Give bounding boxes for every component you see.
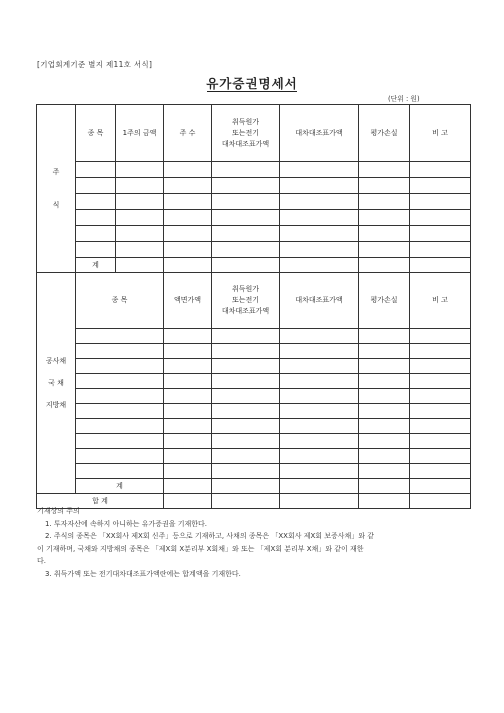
- col-kind: 종 목: [76, 105, 116, 162]
- cell[interactable]: [212, 449, 280, 464]
- cell[interactable]: [212, 479, 280, 494]
- cell[interactable]: [280, 178, 359, 194]
- note-item-2-line-3: 다.: [37, 557, 46, 565]
- cell[interactable]: [76, 226, 116, 242]
- cell[interactable]: [76, 210, 116, 226]
- cell[interactable]: [410, 329, 471, 344]
- cell[interactable]: [410, 178, 471, 194]
- cell[interactable]: [410, 226, 471, 242]
- cell[interactable]: [212, 194, 280, 210]
- bond-col-acquisition-cost: [212, 273, 280, 329]
- cell[interactable]: [116, 210, 164, 226]
- stock-header-row: [37, 105, 471, 162]
- cell[interactable]: [410, 210, 471, 226]
- table-row: [37, 178, 471, 194]
- note-item-3: 3. 취득가액 또는 전기대차대조표가액란에는 합계액을 기재한다.: [45, 569, 241, 578]
- grand-total-label: 합 계: [37, 494, 164, 509]
- cell[interactable]: [76, 359, 164, 374]
- cell[interactable]: [212, 344, 280, 359]
- cell[interactable]: [164, 344, 212, 359]
- form-reference: [기업회계기준 별지 제11호 서식]: [37, 60, 153, 69]
- cell[interactable]: [410, 449, 471, 464]
- table-row: [37, 344, 471, 359]
- cell[interactable]: [359, 178, 410, 194]
- bond-col-book-value: 대차대조표가액: [280, 273, 359, 329]
- cell[interactable]: [212, 419, 280, 434]
- cell[interactable]: [280, 434, 359, 449]
- cell[interactable]: [410, 374, 471, 389]
- bond-col-kind: 종 목: [76, 273, 164, 329]
- document-title: 유가증권명세서: [206, 76, 298, 91]
- securities-table: [36, 104, 471, 509]
- cell[interactable]: [359, 226, 410, 242]
- cell[interactable]: [410, 194, 471, 210]
- stock-subtotal-label: 계: [76, 258, 116, 273]
- cell[interactable]: [359, 242, 410, 258]
- cell[interactable]: [116, 242, 164, 258]
- table-row: [37, 162, 471, 178]
- bond-side-label-1: 공사채: [45, 356, 67, 365]
- bond-col-valuation-loss: 평가손실: [359, 273, 410, 329]
- cell[interactable]: [76, 329, 164, 344]
- cell[interactable]: [76, 464, 164, 479]
- cell[interactable]: [212, 464, 280, 479]
- cell[interactable]: [280, 226, 359, 242]
- cell[interactable]: [359, 210, 410, 226]
- cell[interactable]: [359, 479, 410, 494]
- cell[interactable]: [76, 162, 116, 178]
- cell[interactable]: [280, 258, 359, 273]
- cell[interactable]: [359, 419, 410, 434]
- bond-header-row: [37, 273, 471, 329]
- cell[interactable]: [212, 162, 280, 178]
- bond-acq-line-3: 대차대조표가액: [221, 307, 270, 315]
- cell[interactable]: [280, 464, 359, 479]
- cell[interactable]: [76, 449, 164, 464]
- cell[interactable]: [359, 404, 410, 419]
- cell[interactable]: [76, 194, 116, 210]
- stock-side-char-2: 식: [52, 200, 60, 209]
- table-row: [37, 389, 471, 404]
- bond-acq-line-1: 취득원가: [231, 285, 260, 293]
- cell[interactable]: [410, 404, 471, 419]
- table-row: [37, 226, 471, 242]
- cell[interactable]: [164, 374, 212, 389]
- cell[interactable]: [359, 374, 410, 389]
- cell[interactable]: [410, 162, 471, 178]
- cell[interactable]: [280, 404, 359, 419]
- cell[interactable]: [212, 404, 280, 419]
- cell[interactable]: [116, 226, 164, 242]
- cell[interactable]: [76, 404, 164, 419]
- table-row: [37, 329, 471, 344]
- cell[interactable]: [359, 449, 410, 464]
- col-remarks: 비 고: [410, 105, 471, 162]
- cell[interactable]: [76, 242, 116, 258]
- cell[interactable]: [280, 419, 359, 434]
- cell[interactable]: [76, 419, 164, 434]
- cell[interactable]: [164, 389, 212, 404]
- cell[interactable]: [410, 389, 471, 404]
- table-row: [37, 434, 471, 449]
- bond-side-label: [37, 273, 76, 494]
- stock-side-label: [37, 105, 76, 273]
- cell[interactable]: [280, 449, 359, 464]
- cell[interactable]: [164, 258, 212, 273]
- cell[interactable]: [164, 464, 212, 479]
- cell[interactable]: [164, 329, 212, 344]
- cell[interactable]: [410, 419, 471, 434]
- cell[interactable]: [280, 242, 359, 258]
- cell[interactable]: [410, 434, 471, 449]
- bond-subtotal-label: 계: [76, 479, 164, 494]
- table-row: [37, 404, 471, 419]
- cell[interactable]: [212, 258, 280, 273]
- note-item-2-line-2: 이 기재하며, 국채와 지방채의 종목은 「제X회 X분리부 X회채」와 또는 「제X회 분리부 X채」와 같이 재한: [37, 544, 364, 553]
- cell[interactable]: [76, 178, 116, 194]
- cell[interactable]: [116, 258, 164, 273]
- col-shares: 주 수: [164, 105, 212, 162]
- table-row: [37, 242, 471, 258]
- cell[interactable]: [212, 389, 280, 404]
- notes-heading: 기재상의 주의: [37, 507, 80, 515]
- table-row: [37, 464, 471, 479]
- bond-col-remarks: 비 고: [410, 273, 471, 329]
- acq-line-3: 대차대조표가액: [221, 139, 270, 148]
- cell[interactable]: [116, 194, 164, 210]
- cell[interactable]: [410, 258, 471, 273]
- acq-line-1: 취득원가: [231, 117, 260, 126]
- col-acquisition-cost: [212, 105, 280, 162]
- note-item-2-line-1: 2. 주식의 종목은 「XX회사 제X회 신주」등으로 기재하고, 사채의 종목은 「XX회사 제X회 보증사채」와 같: [45, 532, 375, 540]
- cell[interactable]: [212, 374, 280, 389]
- cell[interactable]: [359, 434, 410, 449]
- bond-acq-line-2: 또는전기: [231, 296, 260, 304]
- cell[interactable]: [164, 178, 212, 194]
- bond-side-label-3: 지방채: [45, 400, 67, 409]
- cell[interactable]: [76, 389, 164, 404]
- cell[interactable]: [164, 162, 212, 178]
- cell[interactable]: [359, 194, 410, 210]
- cell[interactable]: [212, 226, 280, 242]
- cell[interactable]: [76, 374, 164, 389]
- table-row: [37, 419, 471, 434]
- cell[interactable]: [164, 404, 212, 419]
- cell[interactable]: [76, 434, 164, 449]
- title-underline: [207, 91, 297, 92]
- cell[interactable]: [359, 464, 410, 479]
- cell[interactable]: [280, 329, 359, 344]
- cell[interactable]: [359, 344, 410, 359]
- cell[interactable]: [280, 374, 359, 389]
- unit-label: (단위 : 원): [388, 95, 420, 103]
- cell[interactable]: [212, 434, 280, 449]
- cell[interactable]: [359, 329, 410, 344]
- table-row: [37, 374, 471, 389]
- acq-line-2: 또는전기: [231, 128, 260, 137]
- cell[interactable]: [280, 210, 359, 226]
- note-item-1: 1. 투자자산에 속하지 아니하는 유가증권을 기재한다.: [45, 519, 208, 528]
- cell[interactable]: [164, 449, 212, 464]
- col-price-per-share: 1주의 금액: [116, 105, 164, 162]
- cell[interactable]: [280, 359, 359, 374]
- cell[interactable]: [410, 344, 471, 359]
- cell[interactable]: [212, 359, 280, 374]
- table-row: [37, 194, 471, 210]
- col-book-value: 대차대조표가액: [280, 105, 359, 162]
- cell[interactable]: [359, 389, 410, 404]
- cell[interactable]: [280, 389, 359, 404]
- notes-section: [37, 505, 477, 580]
- cell[interactable]: [164, 210, 212, 226]
- cell[interactable]: [164, 479, 212, 494]
- table-row: [37, 210, 471, 226]
- cell[interactable]: [212, 178, 280, 194]
- cell[interactable]: [212, 210, 280, 226]
- cell[interactable]: [410, 359, 471, 374]
- table-row: [37, 359, 471, 374]
- cell[interactable]: [164, 419, 212, 434]
- cell[interactable]: [116, 162, 164, 178]
- cell[interactable]: [76, 344, 164, 359]
- cell[interactable]: [280, 162, 359, 178]
- cell[interactable]: [280, 479, 359, 494]
- cell[interactable]: [410, 479, 471, 494]
- cell[interactable]: [410, 242, 471, 258]
- bond-side-label-2: 국 채: [48, 378, 64, 387]
- cell[interactable]: [164, 359, 212, 374]
- cell[interactable]: [164, 434, 212, 449]
- col-valuation-loss: 평가손실: [359, 105, 410, 162]
- cell[interactable]: [410, 464, 471, 479]
- cell[interactable]: [164, 242, 212, 258]
- bond-col-face-value: 액면가액: [164, 273, 212, 329]
- cell[interactable]: [280, 194, 359, 210]
- cell[interactable]: [359, 359, 410, 374]
- table-row: [37, 449, 471, 464]
- cell[interactable]: [116, 178, 164, 194]
- stock-subtotal-row: [37, 258, 471, 273]
- cell[interactable]: [212, 329, 280, 344]
- cell[interactable]: [280, 344, 359, 359]
- cell[interactable]: [164, 226, 212, 242]
- cell[interactable]: [359, 258, 410, 273]
- cell[interactable]: [359, 162, 410, 178]
- cell[interactable]: [212, 242, 280, 258]
- bond-subtotal-row: [37, 479, 471, 494]
- stock-side-char-1: 주: [52, 167, 60, 176]
- cell[interactable]: [164, 194, 212, 210]
